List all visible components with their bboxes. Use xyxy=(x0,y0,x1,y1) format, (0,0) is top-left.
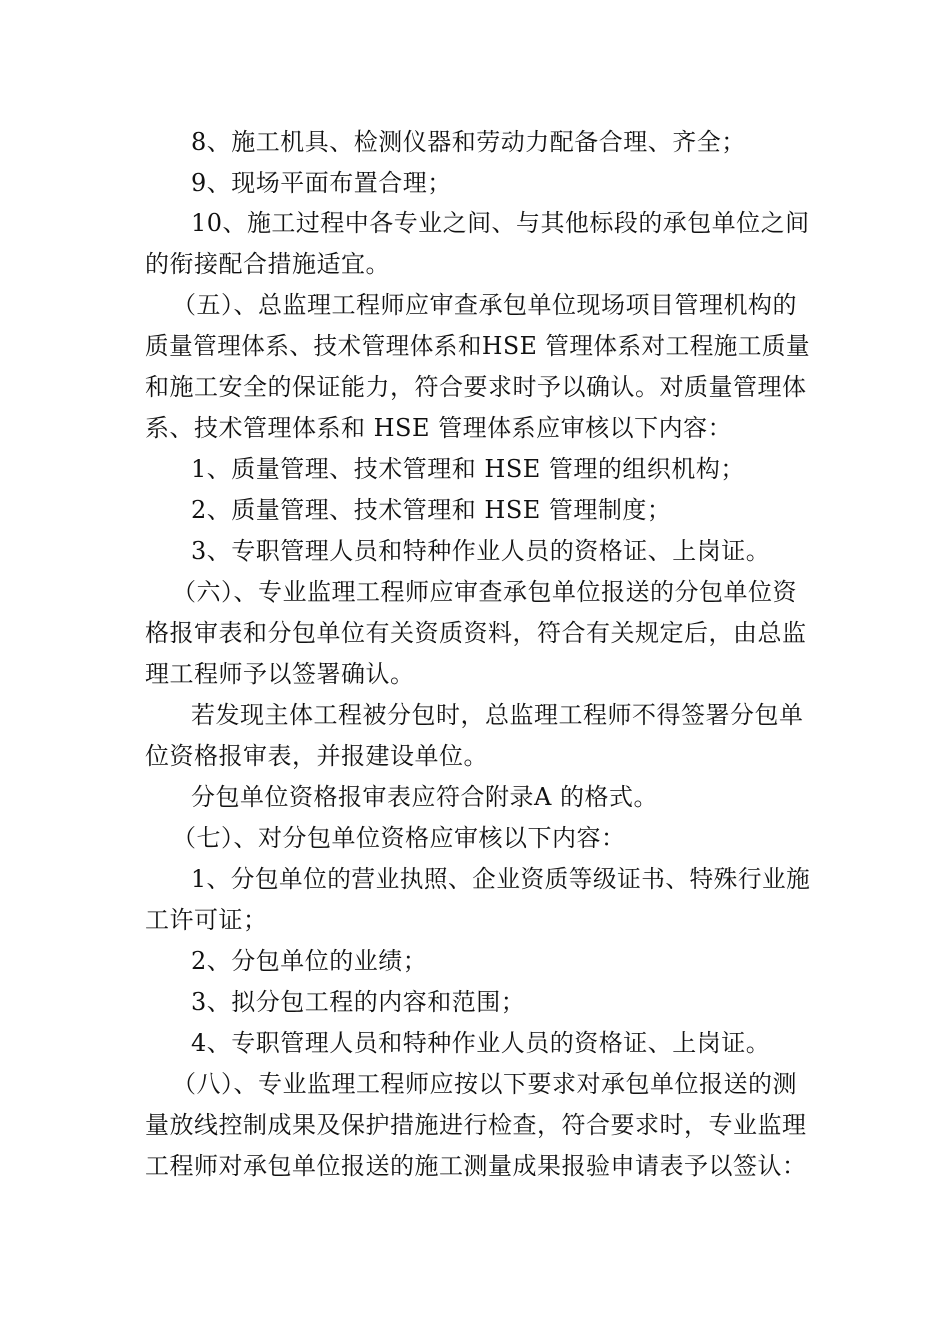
text-line: 分包单位资格报审表应符合附录A 的格式。 xyxy=(191,783,658,811)
text-line: 格报审表和分包单位有关资质资料，符合有关规定后，由总监 xyxy=(145,619,807,647)
text-line: 10、施工过程中各专业之间、与其他标段的承包单位之间 xyxy=(191,209,810,237)
text-line: 量放线控制成果及保护措施进行检查，符合要求时，专业监理 xyxy=(145,1111,807,1139)
text-line: 工程师对承包单位报送的施工测量成果报验申请表予以签认： xyxy=(145,1152,807,1180)
text-line: 若发现主体工程被分包时，总监理工程师不得签署分包单 xyxy=(191,701,804,729)
text-line: （八）、专业监理工程师应按以下要求对承包单位报送的测 xyxy=(172,1070,797,1098)
text-line: 3、拟分包工程的内容和范围； xyxy=(191,988,526,1016)
text-line: 的衔接配合措施适宜。 xyxy=(145,250,390,278)
text-line: 系、技术管理体系和 HSE 管理体系应审核以下内容： xyxy=(145,414,733,442)
text-line: 4、专职管理人员和特种作业人员的资格证、上岗证。 xyxy=(191,1029,771,1057)
text-line: 和施工安全的保证能力，符合要求时予以确认。对质量管理体 xyxy=(145,373,807,401)
text-line: 1、质量管理、技术管理和 HSE 管理的组织机构； xyxy=(191,455,745,483)
text-line: 理工程师予以签署确认。 xyxy=(145,660,415,688)
text-line: （五）、总监理工程师应审查承包单位现场项目管理机构的 xyxy=(172,291,797,319)
text-line: 工许可证； xyxy=(145,906,268,934)
text-line: 9、现场平面布置合理； xyxy=(191,169,452,197)
text-line: 2、质量管理、技术管理和 HSE 管理制度； xyxy=(191,496,672,524)
text-line: 质量管理体系、技术管理体系和HSE 管理体系对工程施工质量 xyxy=(145,332,811,360)
text-line: （六）、专业监理工程师应审查承包单位报送的分包单位资 xyxy=(172,578,797,606)
text-line: 2、分包单位的业绩； xyxy=(191,947,428,975)
text-line: 3、专职管理人员和特种作业人员的资格证、上岗证。 xyxy=(191,537,771,565)
text-line: 8、施工机具、检测仪器和劳动力配备合理、齐全； xyxy=(191,128,746,156)
text-line: （七）、对分包单位资格应审核以下内容： xyxy=(172,824,626,852)
text-line: 1、分包单位的营业执照、企业资质等级证书、特殊行业施 xyxy=(191,865,811,893)
text-line: 位资格报审表，并报建设单位。 xyxy=(145,742,488,770)
